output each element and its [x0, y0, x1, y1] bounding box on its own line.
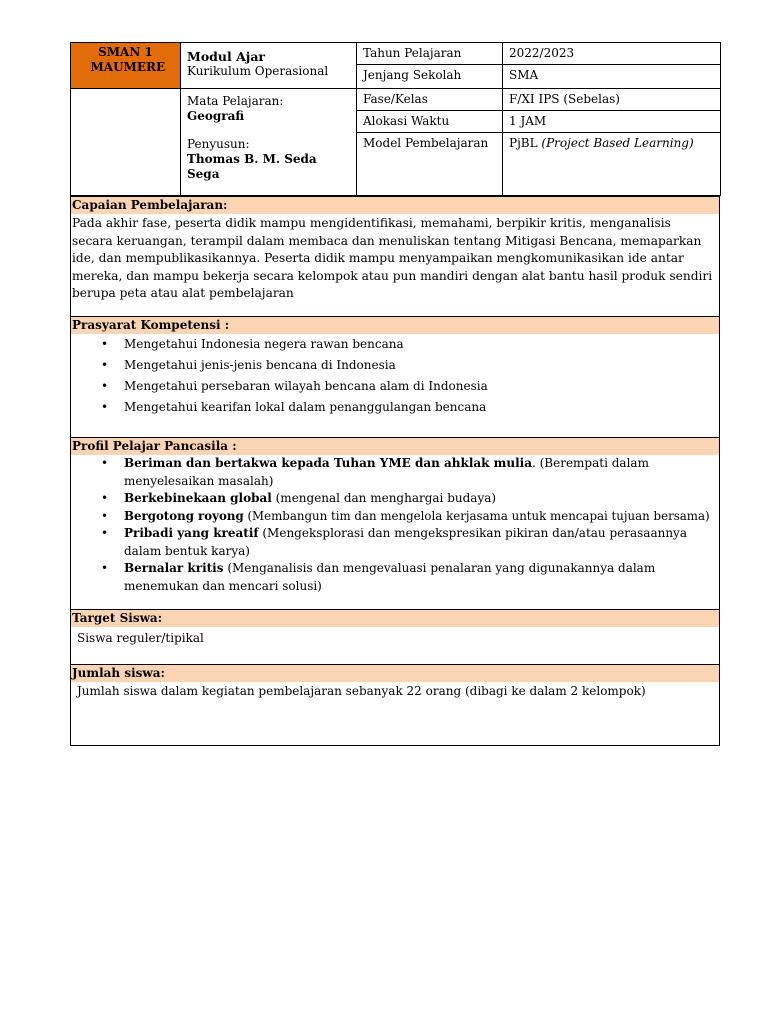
- list-item-bold: Bernalar kritis: [124, 561, 224, 575]
- empty-cell: [71, 89, 181, 196]
- capaian-text: Pada akhir fase, peserta didik mampu mengidentifikasi, memahami, berpikir kritis, menganalisis secara keruangan, terampil dalam membaca dan menuliskan tentang Mitigasi Bencana, memaparkan ide, dan mempublikasikannya. Peserta didik mampu menyampaikan mengkomunikasikan ide antar mereka, dan mampu bekerja secara kelompok atau pun mandiri dengan alat bantu hasil produk sendiri berupa peta atau alat pembelajaran: [72, 216, 713, 300]
- list-item-bold: Bergotong royong: [124, 508, 244, 523]
- list-item: [71, 376, 719, 397]
- list-item-bold: Berkebinekaan global: [124, 491, 272, 505]
- info-value: 1 JAM: [509, 114, 547, 128]
- table-bottom-border: [70, 745, 720, 746]
- info-value-italic: (Project Based Learning): [541, 136, 694, 150]
- list-item-text: Mengetahui kearifan lokal dalam penanggulangan bencana: [124, 400, 487, 414]
- info-label-cell: [357, 89, 503, 111]
- list-item: [71, 560, 719, 595]
- list-item: [71, 525, 719, 560]
- info-value: SMA: [509, 68, 539, 82]
- list-item-text: Mengetahui jenis-jenis bencana di Indonesia: [124, 358, 396, 372]
- info-value: F/XI IPS (Sebelas): [509, 92, 620, 106]
- bullet-icon: •: [101, 358, 109, 372]
- bullet-icon: •: [101, 526, 109, 540]
- capaian-title: Capaian Pembelajaran:: [71, 196, 719, 214]
- info-value-cell: [503, 111, 721, 133]
- list-item: [71, 455, 719, 490]
- info-label-cell: [357, 133, 503, 196]
- bullet-icon: •: [101, 491, 109, 505]
- target-text: Siswa reguler/tipikal: [77, 631, 204, 645]
- info-value-cell: [503, 65, 721, 89]
- profil-list: [71, 455, 719, 595]
- header-table: [70, 42, 721, 196]
- penyusun-label: Penyusun:: [187, 137, 250, 151]
- jumlah-title: Jumlah siswa:: [71, 664, 719, 682]
- info-label: Tahun Pelajaran: [363, 46, 462, 60]
- prasyarat-list: [71, 334, 719, 418]
- list-item: [71, 490, 719, 508]
- list-item: [71, 355, 719, 376]
- jumlah-section: [70, 664, 720, 746]
- modul-cell: [181, 43, 357, 89]
- list-item: [71, 334, 719, 355]
- capaian-section: [70, 196, 720, 316]
- prasyarat-title: Prasyarat Kompetensi :: [71, 316, 719, 334]
- info-label: Alokasi Waktu: [363, 114, 450, 128]
- profil-section: [70, 437, 720, 609]
- list-item-text: (mengenal dan menghargai budaya): [271, 491, 497, 505]
- mapel-label: Mata Pelajaran:: [187, 94, 284, 108]
- list-item-bold: Beriman dan bertakwa kepada Tuhan YME dan ahklak mulia: [124, 456, 532, 470]
- info-value-cell: [503, 133, 721, 196]
- profil-title: Profil Pelajar Pancasila :: [71, 437, 719, 455]
- bullet-icon: •: [101, 561, 109, 575]
- list-item-text: . (Berempati dalam menyelesaikan masalah): [124, 456, 649, 488]
- school-name: SMAN 1 MAUMERE: [90, 45, 166, 74]
- bullet-icon: •: [101, 400, 109, 414]
- info-label: Jenjang Sekolah: [363, 68, 462, 82]
- kurikulum-label: Kurikulum Operasional: [187, 64, 329, 78]
- info-label-cell: [357, 43, 503, 65]
- info-value-cell: [503, 89, 721, 111]
- jumlah-text: Jumlah siswa dalam kegiatan pembelajaran sebanyak 22 orang (dibagi ke dalam 2 kelompok): [77, 684, 646, 698]
- bullet-icon: •: [101, 337, 109, 351]
- list-item-text: (Menganalisis dan mengevaluasi penalaran yang digunakannya dalam menemukan dan mencari solusi): [124, 561, 656, 593]
- info-value: PjBL: [509, 136, 538, 150]
- target-title: Target Siswa:: [71, 609, 719, 627]
- bullet-icon: •: [101, 456, 109, 470]
- list-item-text: (Mengeksplorasi dan mengekspresikan pikiran dan/atau perasaannya dalam bentuk karya): [124, 526, 687, 558]
- bullet-icon: •: [101, 379, 109, 393]
- bullet-icon: •: [101, 508, 108, 523]
- prasyarat-section: [70, 316, 720, 437]
- school-name-cell: [71, 43, 181, 89]
- list-item-bold: Pribadi yang kreatif: [124, 526, 259, 540]
- info-label: Fase/Kelas: [363, 92, 428, 106]
- list-item-text: Mengetahui persebaran wilayah bencana alam di Indonesia: [124, 379, 488, 393]
- penyusun-value: Thomas B. M. Seda Sega: [187, 152, 317, 181]
- target-section: [70, 609, 720, 664]
- info-value-cell: [503, 43, 721, 65]
- info-label: Model Pembelajaran: [363, 136, 489, 150]
- list-item-text: Mengetahui Indonesia negera rawan bencana: [124, 337, 404, 351]
- mapel-value: Geografi: [187, 109, 245, 123]
- list-item-text: (Membangun tim dan mengelola kerjasama untuk mencapai tujuan bersama): [243, 508, 710, 523]
- info-value: 2022/2023: [509, 46, 575, 60]
- modul-title: Modul Ajar: [187, 49, 266, 64]
- list-item: [71, 397, 719, 418]
- info-label-cell: [357, 65, 503, 89]
- info-label-cell: [357, 111, 503, 133]
- mapel-cell: [181, 89, 357, 196]
- list-item: [71, 508, 719, 526]
